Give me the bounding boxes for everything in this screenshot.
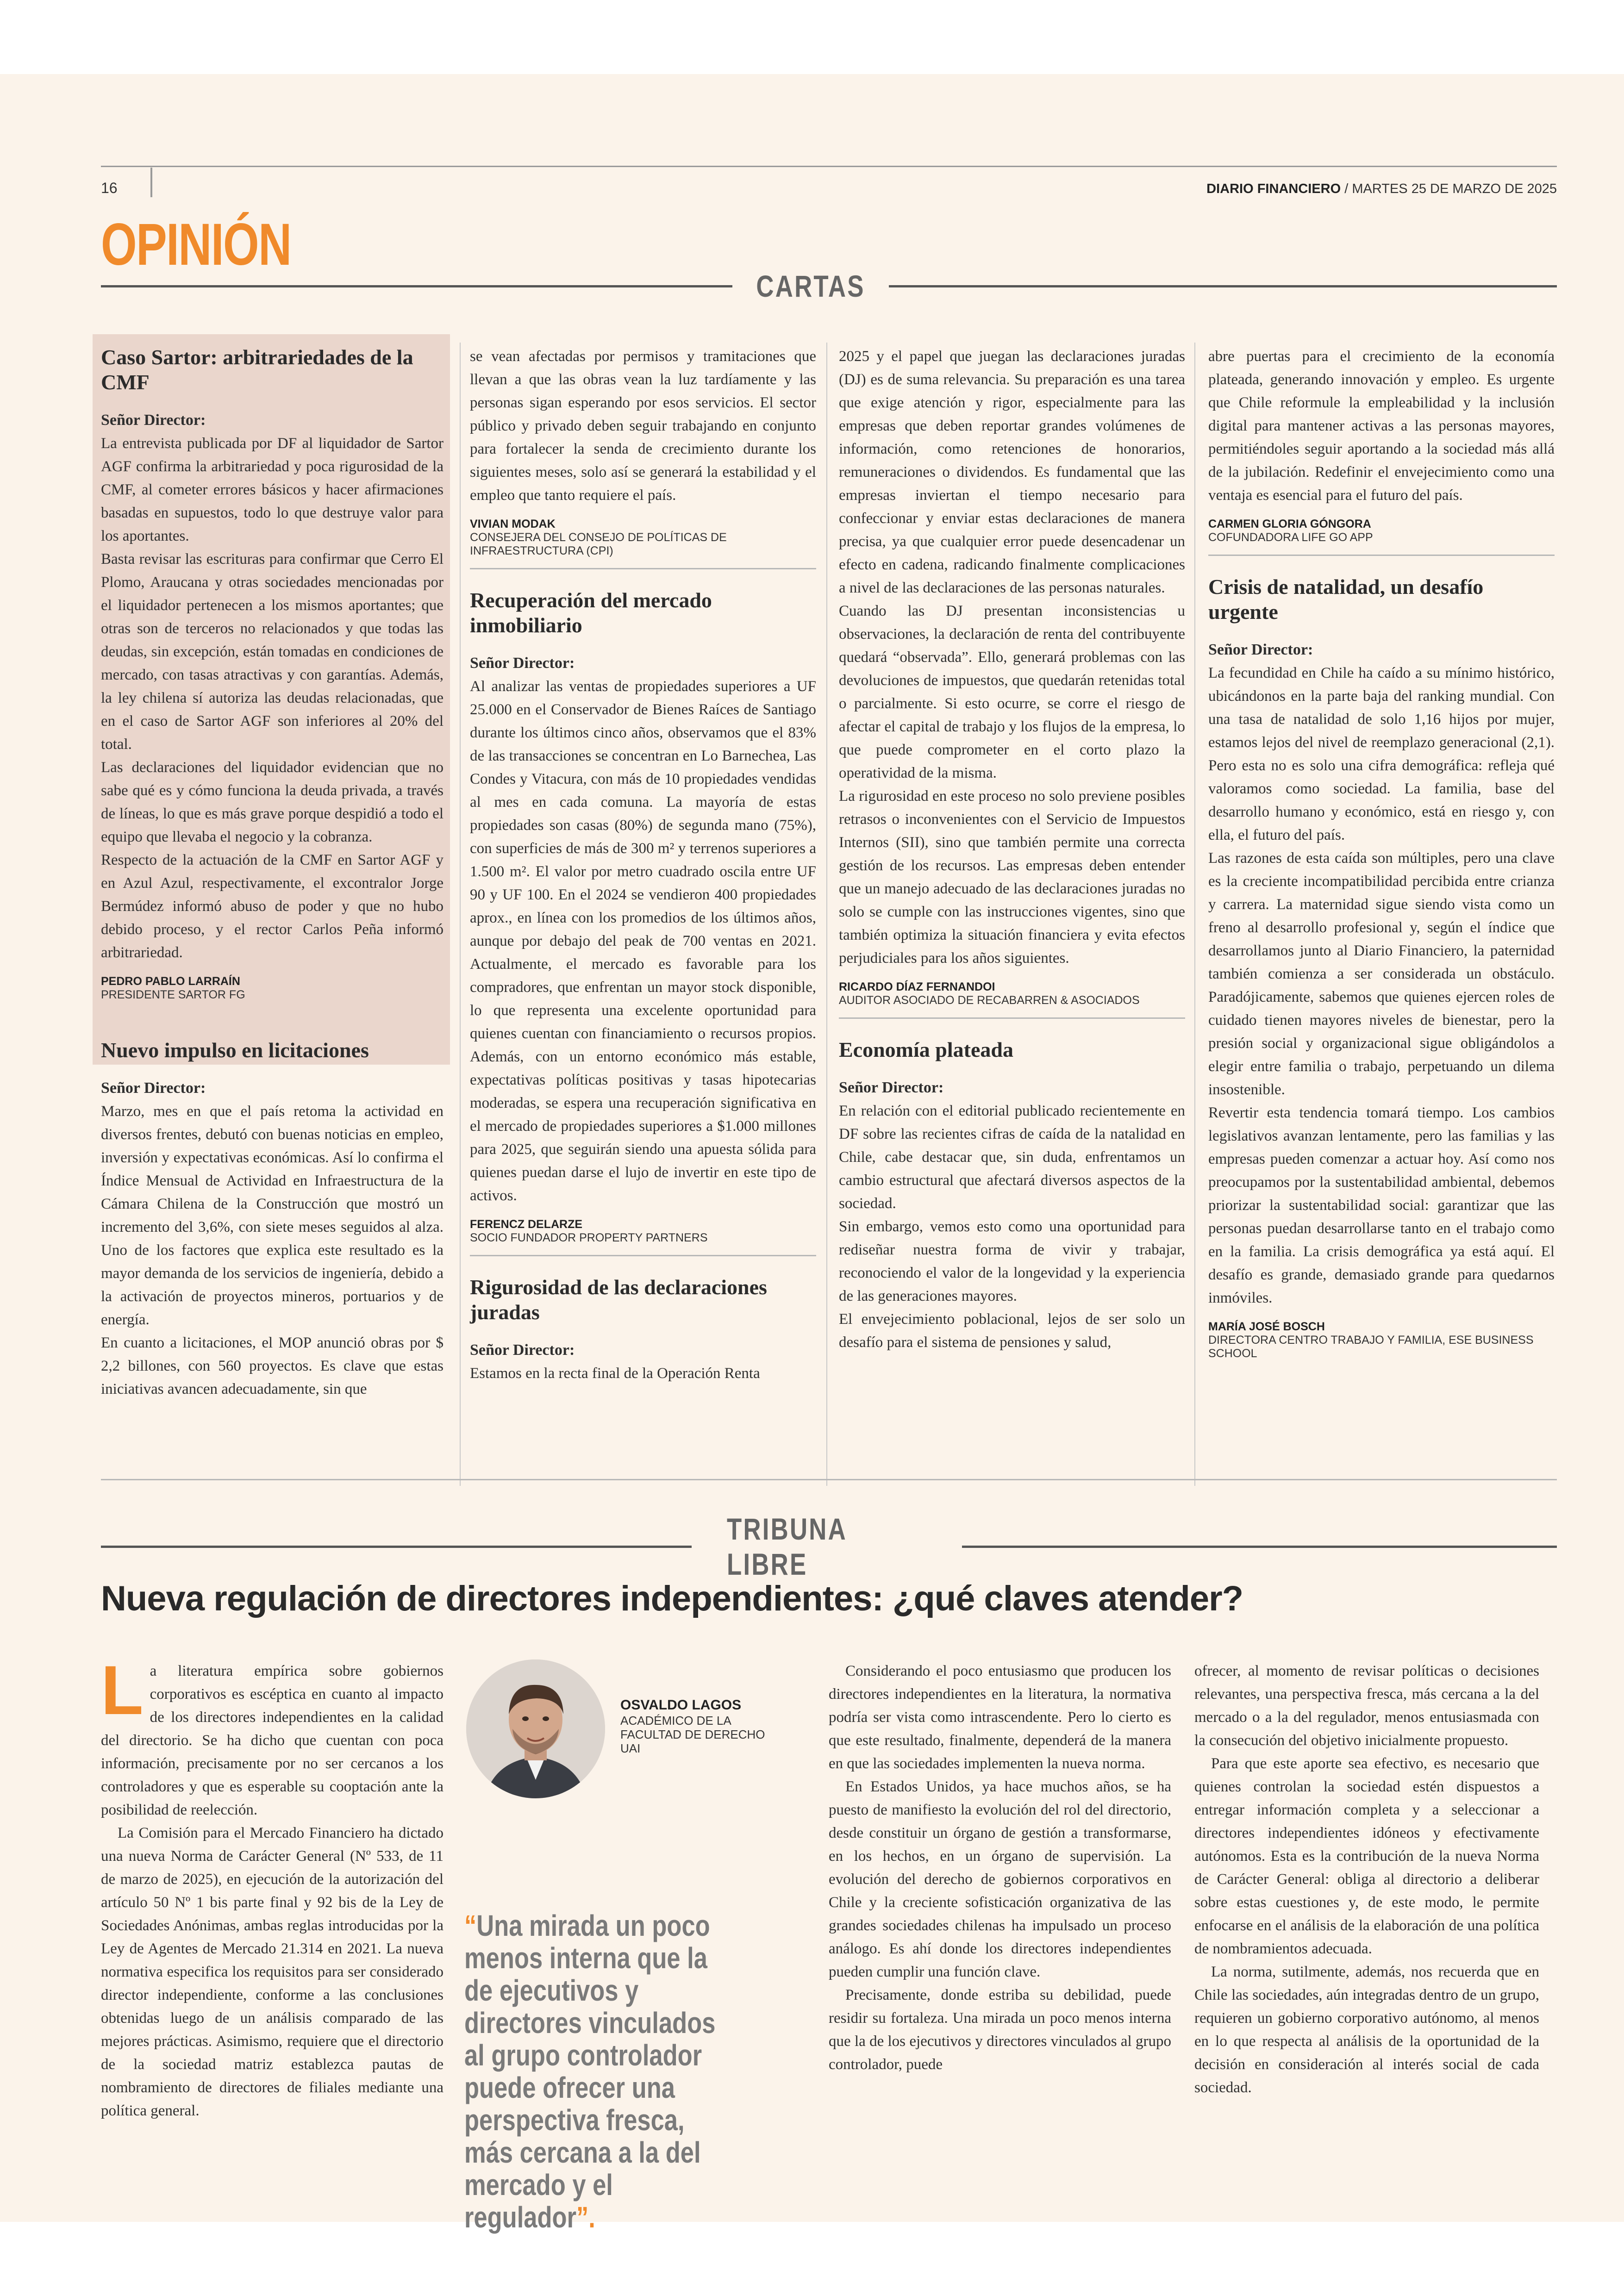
- tribuna-label: TRIBUNA LIBRE: [726, 1512, 846, 1581]
- letter-column-4: abre puertas para el crecimiento de la economía plateada, generando innovación y empleo. Es urgente que Chile reformule la empleabilidad y la inclusión digital para mantener activas a las personas mayores, permitiéndoles seguir aportando a la sociedad más allá de la jubilación. Redefinir el envejecimiento como una ventaja es esencial para el futuro del país. CARMEN GLORIA GÓNGORA COFUNDADORA LIFE GO APP Crisis de natalidad, un desafío urgente Señor Director: La fecundidad en Chile ha caído a su mínimo histórico, ubicándonos en la parte baja del ranking mundial. Con una tasa de natalidad de solo 1,16 hijos por mujer, estamos lejos del nivel de reemplazo generacional (2,1). Pero esta no es solo una cifra demográfica: refleja qué valoramos como sociedad. La familia, base del desarrollo humano y económico, está en riesgo y, con ella, el futuro del país. Las razones de esta caída son múltiples, pero una clave es la creciente incompatibilidad percibida entre crianza y carrera. La maternidad sigue siendo vista como un freno al desarrollo profesional y, según el índice que desarrollamos junto al Diario Financiero, la paternidad también comienza a ser considerada un obstáculo. Paradójicamente, sabemos que quienes ejercen roles de cuidado tienen mayores niveles de bienestar, pero la presión social y organizacional sigue obligándolos a elegir entre familia o trabajo, perpetuando un dilema insostenible. Revertir esta tendencia tomará tiempo. Los cambios legislativos avanzan lentamente, pero las familias y las empresas pueden comenzar a actuar hoy. Así como nos preocupamos por la sustentabilidad ambiental, debemos priorizar la sustentabilidad social: garantizar que las personas puedan desarrollarse tanto en el trabajo como en la familia. La crisis demográfica ya está aquí. El desafío es grande, demasiado grande para quedarnos inmóviles. MARÍA JOSÉ BOSCH DIRECTORA CENTRO TRABAJO Y FAMILIA, ESE BUSINESS SCHOOL: [1208, 348, 1555, 1360]
- letter-signer-title: PRESIDENTE SARTOR FG: [101, 988, 245, 1001]
- publication-date: [1206, 181, 1557, 197]
- letter-signer: RICARDO DÍAZ FERNANDOI: [839, 980, 995, 993]
- letter-signer: MARÍA JOSÉ BOSCH: [1208, 1320, 1325, 1333]
- article-title: Nueva regulación de directores independientes: ¿qué claves atender?: [101, 1579, 1243, 1618]
- letter-column-1: Caso Sartor: arbitrariedades de la CMF Señor Director: La entrevista publicada por DF al liquidador de Sartor AGF confirma la arbitrariedad y poca rigurosidad de la CMF, al cometer errores básicos y hacer afirmaciones basadas en supuestos, todo lo que destruye valor para los aportantes. Basta revisar las escrituras para confirmar que Cerro El Plomo, Araucana y otras sociedades mencionadas por el liquidador pertenecen a los mismos aportantes; que otras son de terceros no relacionados y que todas las deudas, sin excepción, están tomadas en condiciones de mercado, con tasas atractivas y con garantías. Además, la ley chilena sí autoriza las deudas relacionadas, que en el caso de Sartor AGF son inferiores al 20% del total. Las declaraciones del liquidador evidencian que no sabe qué es y cómo funciona la deuda privada, a través de líneas, lo que es más grave porque despidió a todo el equipo que llevaba el negocio y la cobranza. Respecto de la actuación de la CMF en Sartor AGF y en Azul Azul, respectivamente, el excontralor Jorge Bermúdez informó abuso de poder y que no hubo debido proceso, y el rector Carlos Peña informó arbitrariedad. PEDRO PABLO LARRAÍN PRESIDENTE SARTOR FG Nuevo impulso en licitaciones Señor Director: Marzo, mes en que el país retoma la actividad en diversos frentes, debutó con buenas noticias en empleo, inversión y expectativas económicas. Así lo confirma el Índice Mensual de Actividad en Infraestructura de la Cámara Chilena de la Construcción que mostró un incremento del 3,6%, con siete meses seguidos al alza. Uno de los factores que explica este resultado es la mayor demanda de los servicios de ingeniería, debido a la activación de proyectos mineros, portuarios y de energía. En cuanto a licitaciones, el MOP anunció obras por $ 2,2 billones, con 560 proyectos. Es clave que estas iniciativas avancen adecuadamente, sin que: [101, 345, 443, 1397]
- letter-signer: VIVIAN MODAK: [470, 518, 556, 530]
- letter-signer-title: AUDITOR ASOCIADO DE RECABARREN & ASOCIADOS: [839, 994, 1140, 1007]
- letter-title: Crisis de natalidad, un desafío urgente: [1208, 575, 1484, 624]
- author-photo: [466, 1659, 605, 1798]
- article-column-3: Considerando el poco entusiasmo que producen los directores independientes en la literatura, la normativa podría ser vista como intrascendente. Pero lo cierto es que este resultado, finalmente, dependerá de la manera en que las sociedades implementen la nueva norma. En Estados Unidos, ya hace muchos años, se ha puesto de manifiesto la evolución del rol del directorio, desde constituir un órgano de gestión a transformarse, en los hechos, en un órgano de supervisión. La evolución del derecho de gobiernos corporativos en Chile y la creciente sofisticación organizativa de las grandes sociedades chilenas ha impulsado un proceso análogo. Es ahí donde los directores independientes pueden cumplir una función clave. Precisamente, donde estriba su debilidad, puede residir su fortaleza. Una mirada un poco menos interna que la de los ejecutivos y directores vinculados al grupo controlador, puede: [829, 1663, 1171, 2073]
- article-column-1: La literatura empírica sobre gobiernos corporativos es escéptica en cuanto al impacto de los directores independientes en la calidad del directorio. Se ha dicho que cuentan con poca información, precisamente por no ser cercanos a los controladores y que es esperable su cooptación ante la posibilidad de reelección. La Comisión para el Mercado Financiero ha dictado una nueva Norma de Carácter General (Nº 533, de 11 de marzo de 2025), en ejecución de la autorización del artículo 50 Nº 1 bis parte final y 92 bis de la Ley de Sociedades Anónimas, ambas reglas introducidas por la Ley de Agentes de Mercado 21.314 en 2021. La nueva normativa especifica los requisitos para ser considerado director independiente, conforme a las conclusiones obtenidas luego de un análisis comparado de las mejores prácticas. Asimismo, requiere que el directorio de la sociedad matriz establezca pautas de nombramiento de directores de filiales mediante una política general.: [101, 1651, 443, 2119]
- letter-title: Nuevo impulso en licitaciones: [101, 1038, 369, 1062]
- pull-quote: “Una mirada un poco menos interna que la de ejecutivos y directores vinculados al grupo controlador puede ofrecer una perspectiva fresca, más cercana a la del mercado y el regulador”.: [464, 1909, 716, 2234]
- page-number: 16: [101, 180, 118, 196]
- letter-signer: CARMEN GLORIA GÓNGORA: [1208, 518, 1371, 530]
- letter-signer-title: DIRECTORA CENTRO TRABAJO Y FAMILIA, ESE BUSINESS SCHOOL: [1208, 1334, 1534, 1360]
- letter-signer: FERENCZ DELARZE: [470, 1218, 583, 1231]
- letter-signer-title: COFUNDADORA LIFE GO APP: [1208, 531, 1373, 544]
- article-column-4: ofrecer, al momento de revisar políticas o decisiones relevantes, una perspectiva fresca, más cercana a la del mercado o a la del regulador, menos entusiasmada con la consecución del objetivo inicialmente propuesto. Para que este aporte sea efectivo, es necesario que quienes controlan la sociedad estén dispuestos a entregar información completa y a seleccionar a directores independientes idóneos y efectivamente autónomos. Esta es la contribución de la nueva Norma de Carácter General: obliga al directorio a deliberar sobre estas cuestiones y, de este modo, le permite enfocarse en el análisis de la elaboración de una política de nombramientos adecuada. La norma, sutilmente, además, nos recuerda que en Chile las sociedades, aún integradas dentro de un grupo, requieren un gobierno corporativo autónomo, al menos en lo que respecta al análisis de la oportunidad de la decisión en consideración al interés social de cada sociedad.: [1194, 1663, 1539, 2096]
- subsection-title: CARTAS: [756, 269, 865, 303]
- tribuna-rule: [101, 1511, 1557, 1582]
- drop-cap: L: [101, 1651, 144, 1729]
- letter-title: Economía plateada: [839, 1038, 1013, 1061]
- letter-signer-title: SOCIO FUNDADOR PROPERTY PARTNERS: [470, 1231, 708, 1244]
- cartas-rule: [101, 268, 1557, 304]
- quote-open-mark: “: [464, 1909, 477, 1942]
- bottom-margin: [0, 2222, 1624, 2295]
- section-title: OPINIÓN: [101, 212, 291, 278]
- top-margin: [0, 0, 1624, 74]
- quote-close-mark: ”.: [576, 2201, 595, 2234]
- issue-date: / MARTES 25 DE MARZO DE 2025: [1341, 181, 1557, 196]
- letter-title: Recuperación del mercado inmobiliario: [470, 588, 712, 637]
- author-portrait-icon: [466, 1659, 605, 1798]
- letter-column-3: 2025 y el papel que juegan las declaraciones juradas (DJ) es de suma relevancia. Su preparación es una tarea que exige atención y rigor, especialmente para las empresas que deben reportar grandes volúmenes de información, como retenciones de honorarios, remuneraciones o dividendos. Es fundamental que las empresas inviertan el tiempo necesario para confeccionar y enviar estas declaraciones de manera precisa, ya que cualquier error puede desencadenar un efecto en cadena, radicando finalmente complicaciones a nivel de las declaraciones de las personas naturales. Cuando las DJ presentan inconsistencias u observaciones, la declaración de renta del contribuyente quedará “observada”. Ello, generará problemas con las devoluciones de impuestos, que quedarán retenidas total o parcialmente. Si esto ocurre, se corre el riesgo de afectar el capital de trabajo y los flujos de la empresa, lo que puede comprometer en el corto plazo la operatividad de la misma. La rigurosidad en este proceso no solo previene posibles retrasos o inconvenientes con el Servicio de Impuestos Internos (SII), sino que también permite una correcta gestión de los recursos. Las empresas deben entender que un manejo adecuado de las declaraciones juradas no solo se cumple con las instrucciones vigentes, sino que también optimiza la situación financiera y evita efectos perjudiciales para los años siguientes. RICARDO DÍAZ FERNANDOI AUDITOR ASOCIADO DE RECABARREN & ASOCIADOS Economía plateada Señor Director: En relación con el editorial publicado recientemente en DF sobre las recientes cifras de caída de la natalidad en Chile, cabe destacar que, sin duda, enfrentamos un cambio estructural que afectará diversos aspectos de la sociedad. Sin embargo, vemos esto como una oportunidad para rediseñar nuestra forma de vivir y trabajar, reconociendo el valor de la longevidad y la experiencia de las generaciones mayores. El envejecimiento poblacional, lejos de ser solo un desafío para el sistema de pensiones y salud,: [839, 348, 1185, 1351]
- header-tick: [150, 168, 152, 197]
- letter-title: Rigurosidad de las declaraciones juradas: [470, 1275, 767, 1324]
- publication-name: DIARIO FINANCIERO: [1206, 181, 1341, 196]
- letter-signer-title: CONSEJERA DEL CONSEJO DE POLÍTICAS DE INFRAESTRUCTURA (CPI): [470, 531, 727, 557]
- letter-column-2: se vean afectadas por permisos y tramitaciones que llevan a que las obras vean la luz tardíamente y las personas sigan esperando por esos servicios. El sector público y privado deben seguir trabajando en conjunto para fortalecer la senda de crecimiento durante los siguientes meses, solo así se generará la estabilidad y el empleo que tanto requiere el país. VIVIAN MODAK CONSEJERA DEL CONSEJO DE POLÍTICAS DE INFRAESTRUCTURA (CPI) Recuperación del mercado inmobiliario Señor Director: Al analizar las ventas de propiedades superiores a UF 25.000 en el Conservador de Bienes Raíces de Santiago durante los últimos cinco años, observamos que el 83% de las transacciones se concentran en Lo Barnechea, Las Condes y Vitacura, con más de 10 propiedades vendidas al mes en cada comuna. La mayoría de estas propiedades son casas (80%) de segunda mano (75%), con superficies de más de 300 m² y terrenos superiores a 1.500 m². El valor por metro cuadrado oscila entre UF 90 y UF 100. En el 2024 se vendieron 400 propiedades aprox., en línea con los promedios de los últimos años, aunque por debajo del peak de 700 ventas en 2021. Actualmente, el mercado es favorable para los compradores, que enfrentan un mayor stock disponible, lo que representa una excelente oportunidad para quienes cuentan con financiamiento o recursos propios. Además, con un entorno económico más estable, expectativas políticas positivas y tasas hipotecarias moderadas, se espera una recuperación significativa en el mercado de propiedades superiores a $1.000 millones para 2025, que seguirán siendo una apuesta sólida para quienes puedan darse el lujo de invertir en este tipo de activos. FERENCZ DELARZE SOCIO FUNDADOR PROPERTY PARTNERS Rigurosidad de las declaraciones juradas Señor Director: Estamos en la recta final de la Operación Renta: [470, 348, 816, 1382]
- letter-signer: PEDRO PABLO LARRAÍN: [101, 975, 240, 988]
- author-title: ACADÉMICO DE LA FACULTAD DE DERECHO UAI: [620, 1714, 765, 1755]
- header-rule: [101, 166, 1557, 167]
- author-name: OSVALDO LAGOS: [620, 1697, 742, 1713]
- letter-title: Caso Sartor: arbitrariedades de la CMF: [101, 345, 413, 394]
